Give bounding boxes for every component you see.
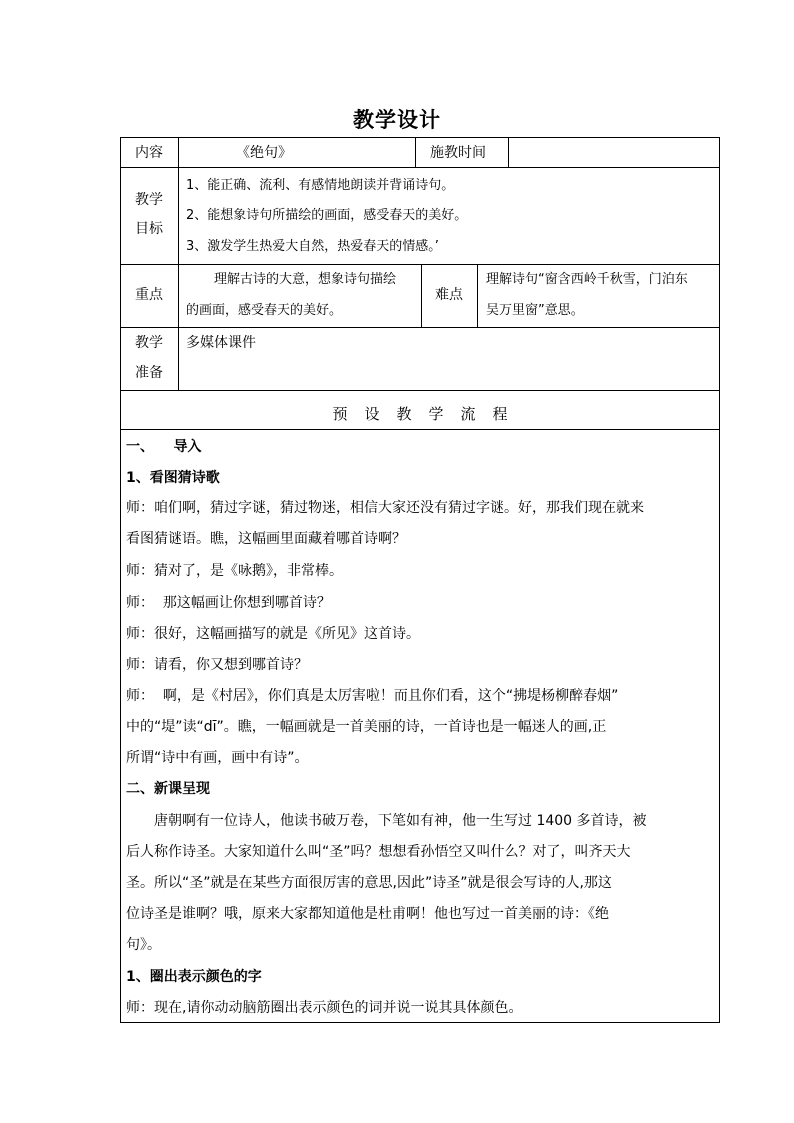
key-point-text-line1: 理解古诗的大意，想象诗句描绘 xyxy=(214,272,397,287)
body-line: 师： 啊，是《村居》，你们真是太厉害啦！而且你们看，这个“拂堤杨柳醉春烟” xyxy=(126,688,619,704)
col-divider xyxy=(415,137,416,167)
flow-heading: 预设教学流程 xyxy=(332,405,525,423)
key-point-label: 重点 xyxy=(135,287,163,303)
content-value: 《绝句》 xyxy=(236,145,292,161)
body-line: 句》。 xyxy=(126,937,161,953)
col-divider xyxy=(178,137,179,390)
body-line: 师：现在,请你动动脑筋圈出表示颜色的词并说一说其具体颜色。 xyxy=(126,1000,523,1016)
row-divider xyxy=(120,429,720,430)
body-line: 位诗圣是谁啊？哦，原来大家都知道他是杜甫啊！他也写过一首美丽的诗：《绝 xyxy=(126,906,609,922)
subsection-heading: 1、看图猜诗歌 xyxy=(126,470,220,486)
goal-item: 1、能正确、流利、有感情地朗读并背诵诗句。 xyxy=(186,178,455,193)
body-line: 师：很好，这幅画描写的就是《所见》这首诗。 xyxy=(126,626,420,642)
difficulty-text-line2: 吴万里窗”意思。 xyxy=(486,303,584,318)
col-divider xyxy=(477,264,478,327)
document-title: 教学设计 xyxy=(353,108,441,132)
body-line: 师：咱们啊，猜过字谜，猜过物迷，相信大家还没有猜过字谜。好，那我们现在就来 xyxy=(126,500,644,516)
body-line: 中的“堤”读“dī”。瞧，一幅画就是一首美丽的诗，一首诗也是一幅迷人的画,正 xyxy=(126,719,607,735)
prep-label-line1: 教学 xyxy=(135,335,163,351)
difficulty-text-line1: 理解诗句“窗含西岭千秋雪，门泊东 xyxy=(486,272,688,287)
body-line: 看图猜谜语。瞧，这幅画里面藏着哪首诗啊？ xyxy=(126,531,406,547)
key-point-text-line2: 的画面，感受春天的美好。 xyxy=(186,303,343,318)
body-line: 唐朝啊有一位诗人，他读书破万卷，下笔如有神，他一生写过 1400 多首诗，被 xyxy=(154,813,647,829)
body-line: 所谓“诗中有画，画中有诗”。 xyxy=(126,750,309,766)
section-heading: 二、新课呈现 xyxy=(126,781,210,797)
goals-label-line1: 教学 xyxy=(135,192,163,208)
row-divider xyxy=(120,264,720,265)
body-line: 师：猜对了，是《咏鹅》，非常棒。 xyxy=(126,563,343,579)
section-heading: 一、 导入 xyxy=(126,439,202,455)
teaching-time-label: 施教时间 xyxy=(430,145,486,161)
row-divider xyxy=(120,390,720,391)
row-divider xyxy=(120,327,720,328)
difficulty-label: 难点 xyxy=(435,287,463,303)
content-label: 内容 xyxy=(135,145,163,161)
prep-value: 多媒体课件 xyxy=(186,335,256,351)
goal-item: 2、能想象诗句所描绘的画面，感受春天的美好。 xyxy=(186,208,468,223)
goals-label-line2: 目标 xyxy=(135,221,163,237)
body-line: 后人称作诗圣。大家知道什么叫“圣”吗？想想看孙悟空又叫什么？对了，叫齐天大 xyxy=(126,844,631,860)
body-line: 圣。所以“圣”就是在某些方面很厉害的意思,因此”诗圣”就是很会写诗的人,那这 xyxy=(126,875,612,891)
row-divider xyxy=(120,167,720,168)
prep-label-line2: 准备 xyxy=(135,365,163,381)
body-line: 师： 那这幅画让你想到哪首诗？ xyxy=(126,595,331,611)
goal-item: 3、激发学生热爱大自然，热爱春天的情感。’ xyxy=(186,239,439,254)
subsection-heading: 1、圈出表示颜色的字 xyxy=(126,969,262,985)
body-line: 师：请看，你又想到哪首诗？ xyxy=(126,657,308,673)
col-divider xyxy=(508,137,509,167)
